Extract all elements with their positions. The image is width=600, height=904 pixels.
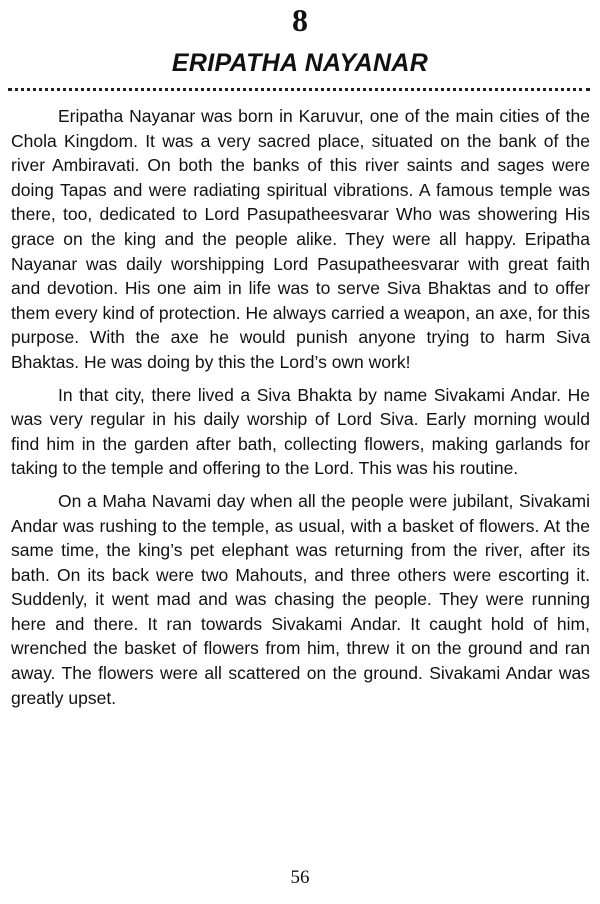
- paragraph-1: Eripatha Nayanar was born in Karuvur, one of the main cities of the Chola Kingdom. It was a very sacred place, situated on the bank of the river Ambiravati. On both the banks of this river saints and sages were doing Tapas and were radiating spiritual vibrations. A famous temple was there, too, dedicated to Lord Pasupatheesvarar Who was showering His grace on the king and the people alike. They were all happy. Eripatha Nayanar was daily worshipping Lord Pasupatheesvarar with great faith and devotion. His one aim in life was to serve Siva Bhaktas and to offer them every kind of protection. He always carried a weapon, an axe, for this purpose. With the axe he would punish anyone trying to harm Siva Bhaktas. He was doing by this the Lord’s own work!: [11, 106, 590, 372]
- chapter-title: ERIPATHA NAYANAR: [171, 49, 429, 77]
- chapter-body: [11, 104, 590, 718]
- page-number: 56: [290, 867, 310, 888]
- dotted-divider: [8, 88, 590, 91]
- paragraph-3: On a Maha Navami day when all the people were jubilant, Sivakami Andar was rushing to the temple, as usual, with a basket of flowers. At the same time, the king’s pet elephant was returning from the river, after its bath. On its back were two Mahouts, and three others were escorting it. Suddenly, it went mad and was chasing the people. They were running here and there. It ran towards Sivakami Andar. It caught hold of him, wrenched the basket of flowers from him, threw it on the ground and ran away. The flowers were all scattered on the ground. Sivakami Andar was greatly upset.: [11, 490, 590, 708]
- chapter-number: 8: [292, 2, 308, 38]
- paragraph-2: In that city, there lived a Siva Bhakta by name Sivakami Andar. He was very regular in his daily worship of Lord Siva. Early morning would find him in the garden after bath, collecting flowers, making garlands for taking to the temple and offering to the Lord. This was his routine.: [11, 384, 590, 479]
